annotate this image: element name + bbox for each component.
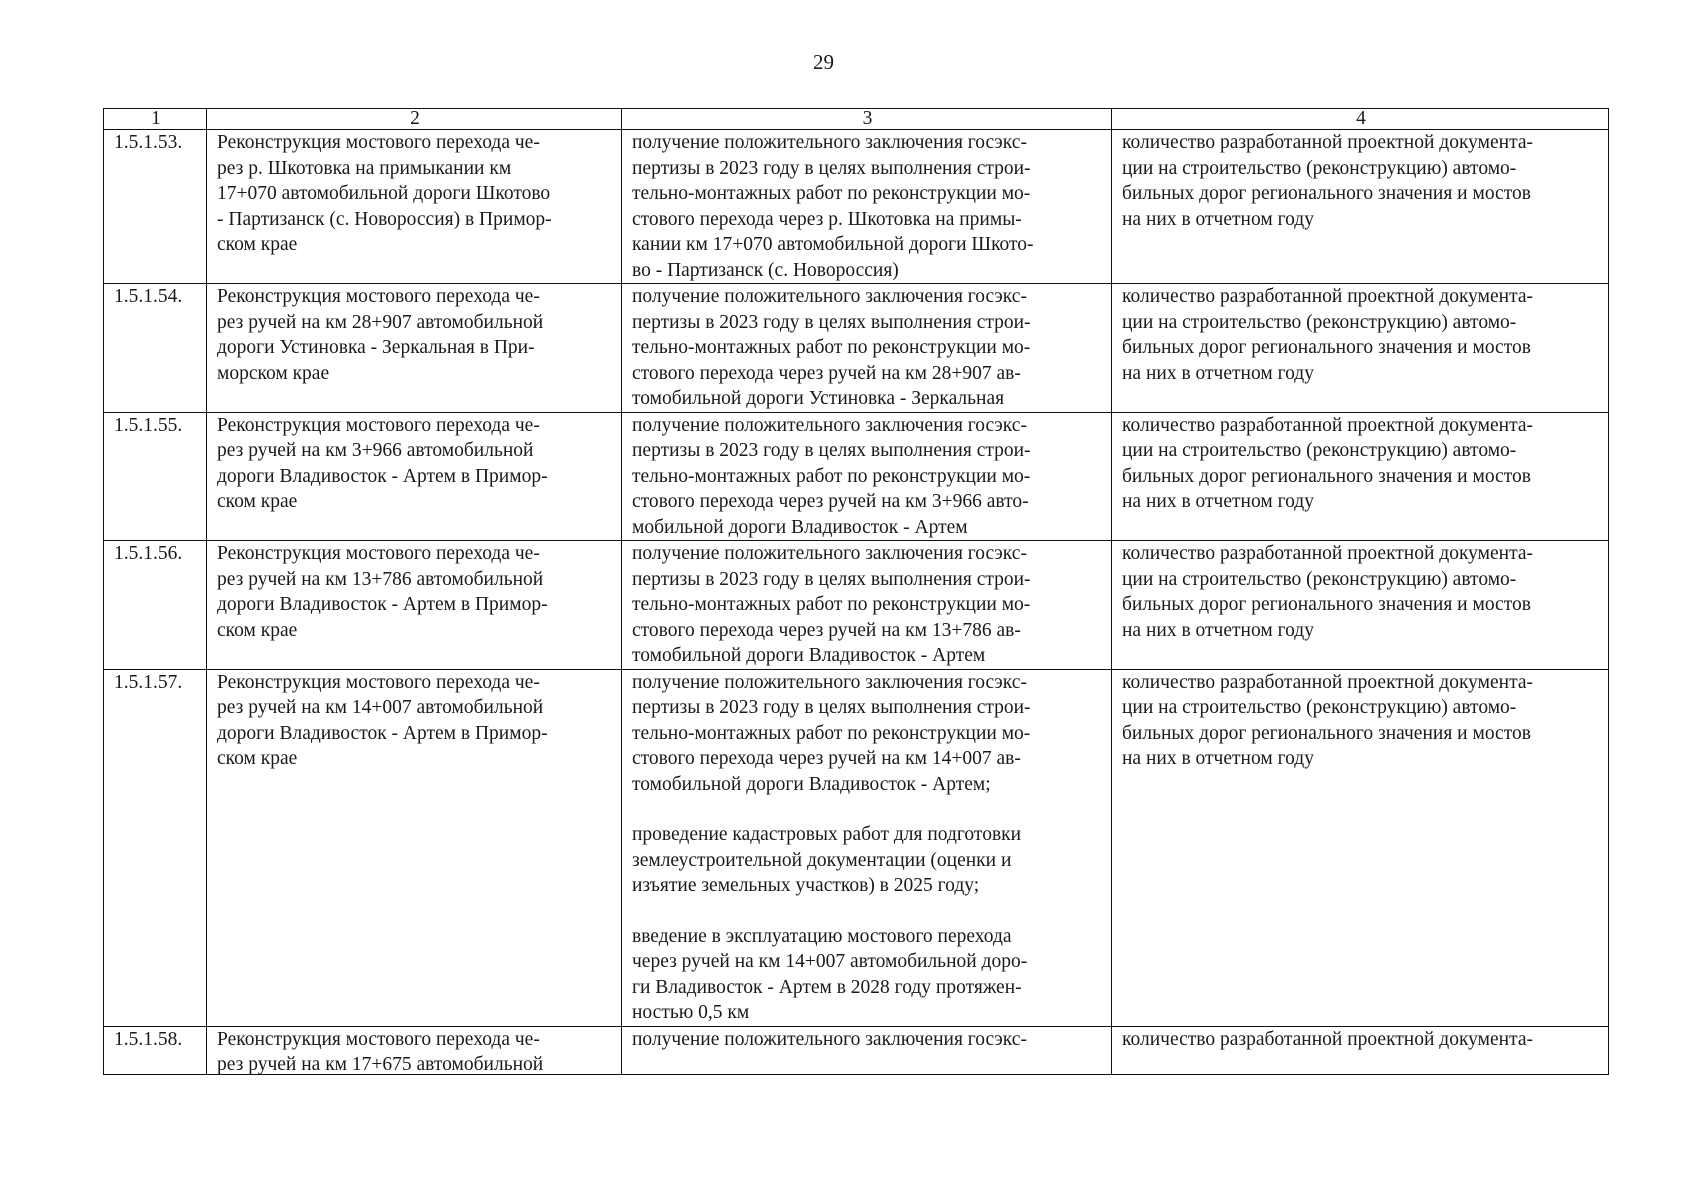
indicator-text: количество разработанной проектной документа- ции на строительство (реконструкцию) автомо- бильных дорог регионального значения и мостов на них в отчетном году	[1122, 414, 1534, 512]
measure-name	[207, 669, 622, 1026]
indicator	[1112, 1026, 1609, 1074]
column-header-3: 3	[622, 109, 1112, 130]
program-table	[103, 108, 1609, 1075]
column-header-4: 4	[1112, 109, 1609, 130]
row-number: 1.5.1.55.	[104, 412, 207, 541]
expected-result	[622, 412, 1112, 541]
indicator-text: количество разработанной проектной документа- ции на строительство (реконструкцию) автомо- бильных дорог регионального значения и мостов на них в отчетном году	[1122, 543, 1534, 641]
expected-result	[622, 130, 1112, 284]
indicator	[1112, 130, 1609, 284]
table-row	[104, 1026, 1609, 1074]
indicator	[1112, 541, 1609, 670]
indicator	[1112, 412, 1609, 541]
measure-name	[207, 130, 622, 284]
expected-result	[622, 541, 1112, 670]
indicator-text: количество разработанной проектной документа- ции на строительство (реконструкцию) автомо- бильных дорог регионального значения и мостов на них в отчетном году	[1122, 671, 1534, 769]
measure-name	[207, 412, 622, 541]
column-number-row	[104, 109, 1609, 130]
expected-result-text: получение положительного заключения госэкс-	[632, 1028, 1027, 1050]
row-number: 1.5.1.56.	[104, 541, 207, 670]
expected-result-text: введение в эксплуатацию мостового перехода через ручей на км 14+007 автомобильной доро- ги Владивосток - Артем в 2028 году протяжен- ностью 0,5 км	[632, 925, 1028, 1023]
page-number: 29	[813, 50, 834, 74]
measure-name-text: Реконструкция мостового перехода че- рез р. Шкотовка на примыкании км 17+070 автомобильной дороги Шкотово - Партизанск (с. Новороссия) в Примор- ском крае	[217, 132, 552, 255]
indicator-text: количество разработанной проектной документа-	[1122, 1028, 1534, 1050]
measure-name	[207, 541, 622, 670]
row-number: 1.5.1.53.	[104, 130, 207, 284]
measure-name-text: Реконструкция мостового перехода че- рез ручей на км 28+907 автомобильной дороги Устиновка - Зеркальная в При- морском крае	[217, 286, 544, 384]
expected-result	[622, 669, 1112, 1026]
expected-result-text: получение положительного заключения госэкс- пертизы в 2023 году в целях выполнения строи- тельно-монтажных работ по реконструкции мо- стового перехода через ручей на км 3+966 авто- мобильной дороги Владивосток - Артем	[632, 414, 1031, 538]
expected-result-text: получение положительного заключения госэкс- пертизы в 2023 году в целях выполнения строи- тельно-монтажных работ по реконструкции мо- стового перехода через ручей на км 13+786 ав- томобильной дороги Владивосток - Артем	[632, 543, 1031, 666]
indicator	[1112, 669, 1609, 1026]
measure-name-text: Реконструкция мостового перехода че- рез ручей на км 17+675 автомобильной	[217, 1028, 544, 1074]
indicator-text: количество разработанной проектной документа- ции на строительство (реконструкцию) автомо- бильных дорог регионального значения и мостов на них в отчетном году	[1122, 132, 1534, 230]
column-header-2: 2	[207, 109, 622, 130]
expected-result	[622, 284, 1112, 413]
row-number: 1.5.1.54.	[104, 284, 207, 413]
table-row	[104, 412, 1609, 541]
table-row	[104, 284, 1609, 413]
measure-name-text: Реконструкция мостового перехода че- рез ручей на км 14+007 автомобильной дороги Владивосток - Артем в Примор- ском крае	[217, 671, 548, 769]
expected-result-text: получение положительного заключения госэкс- пертизы в 2023 году в целях выполнения строи- тельно-монтажных работ по реконструкции мо- стового перехода через ручей на км 14+007 ав- томобильной дороги Владивосток - Артем;	[632, 671, 1031, 795]
row-number: 1.5.1.58.	[104, 1026, 207, 1074]
column-header-1: 1	[104, 109, 207, 130]
measure-name-text: Реконструкция мостового перехода че- рез ручей на км 13+786 автомобильной дороги Владивосток - Артем в Примор- ском крае	[217, 543, 548, 641]
measure-name-text: Реконструкция мостового перехода че- рез ручей на км 3+966 автомобильной дороги Владивосток - Артем в Примор- ском крае	[217, 414, 548, 512]
table-row	[104, 669, 1609, 1026]
indicator	[1112, 284, 1609, 413]
measure-name	[207, 284, 622, 413]
row-number: 1.5.1.57.	[104, 669, 207, 1026]
measure-name	[207, 1026, 622, 1074]
expected-result	[622, 1026, 1112, 1074]
expected-result-text: проведение кадастровых работ для подготовки землеустроительной документации (оценки и изъятие земельных участков) в 2025 году;	[632, 824, 1022, 896]
indicator-text: количество разработанной проектной документа- ции на строительство (реконструкцию) автомо- бильных дорог регионального значения и мостов на них в отчетном году	[1122, 286, 1534, 384]
table-row	[104, 130, 1609, 284]
expected-result-text: получение положительного заключения госэкс- пертизы в 2023 году в целях выполнения строи- тельно-монтажных работ по реконструкции мо- стового перехода через ручей на км 28+907 ав- томобильной дороги Устиновка - Зеркальная	[632, 286, 1031, 409]
table-row	[104, 541, 1609, 670]
expected-result-text: получение положительного заключения госэкс- пертизы в 2023 году в целях выполнения строи- тельно-монтажных работ по реконструкции мо- стового перехода через р. Шкотовка на примы- кании км 17+070 автомобильной дороги Шкото- во - Партизанск (с. Новороссия)	[632, 132, 1034, 281]
